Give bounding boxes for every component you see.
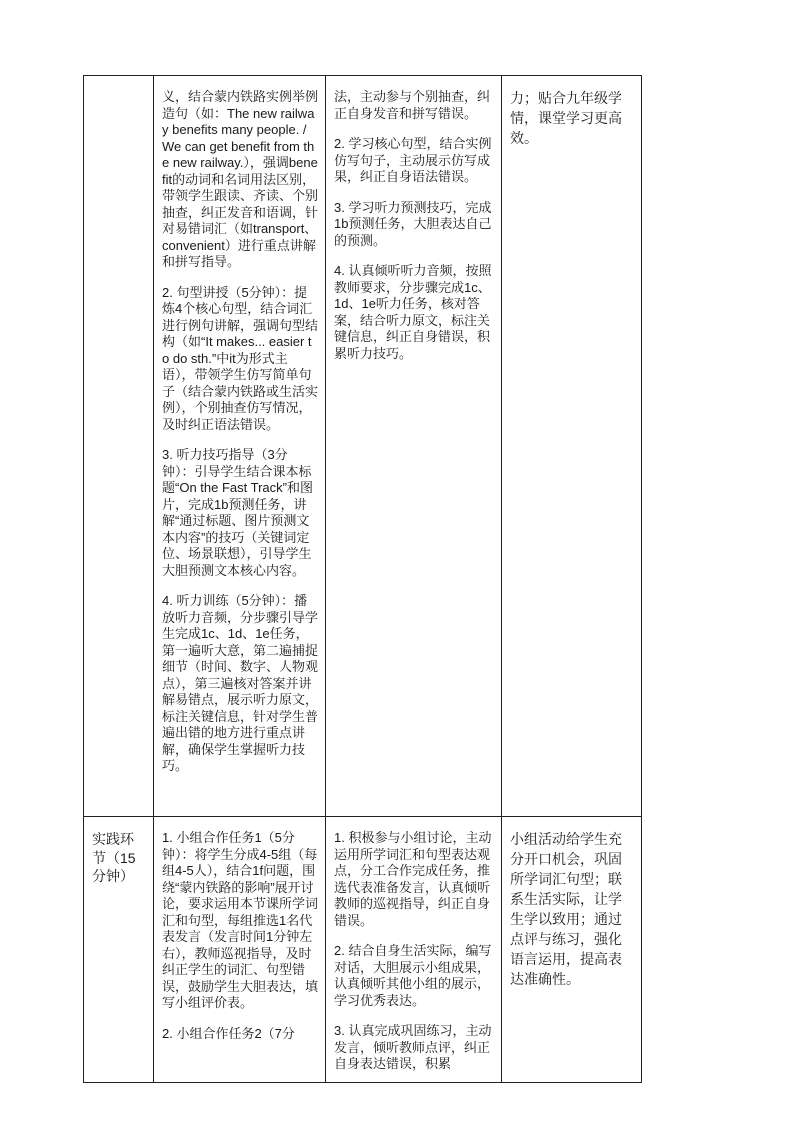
student-step: 法，主动参与个别抽查，纠正自身发音和拼写错误。 xyxy=(334,89,491,121)
teacher-activity-cell xyxy=(154,76,326,817)
teacher-step: 2. 句型讲授（5分钟）：提炼4个核心句型，结合词汇进行例句讲解，强调句型结构（如“It makes... easier to do sth.”中it为形式主语），带领学生仿写简单句子（结合蒙内铁路或生活实例），个别抽查仿写情况，及时纠正语法错误。 xyxy=(162,284,319,432)
teacher-step: 义，结合蒙内铁路实例举例造句（如：The new railway benefits many people. / We can get benefit from the new railway.），强调benefit的动词和名词用法区别，带领学生跟读、齐读、个别抽查，纠正发音和语调，针对易错词汇（如transport、convenient）进行重点讲解和拼写指导。 xyxy=(162,89,319,269)
teacher-step: 2. 小组合作任务2（7分 xyxy=(162,1025,295,1041)
student-step: 3. 认真完成巩固练习，主动发言，倾听教师点评，纠正自身表达错误，积累 xyxy=(334,1023,492,1071)
teacher-step: 1. 小组合作任务1（5分钟）：将学生分成4-5组（每组4-5人），结合1f问题，围绕“蒙内铁路的影响”展开讨论，要求运用本节课所学词汇和句型，每组推选1名代表发言（发言时间1分钟左右），教师巡视指导，及时纠正学生的词汇、句型错误，鼓励学生大胆表达，填写小组评价表。 xyxy=(162,830,319,1010)
table-row xyxy=(84,76,642,817)
stage-cell xyxy=(84,76,154,817)
student-activity-cell xyxy=(326,76,502,817)
lesson-plan-table xyxy=(83,75,642,1083)
teacher-activity-cell xyxy=(154,817,326,1083)
design-intent-cell: 力；贴合九年级学情，课堂学习更高效。 xyxy=(502,76,642,817)
student-step: 1. 积极参与小组讨论，主动运用所学词汇和句型表达观点，分工合作完成任务，推选代表准备发言，认真倾听教师的巡视指导，纠正自身错误。 xyxy=(334,830,492,928)
teacher-step: 3. 听力技巧指导（3分钟）：引导学生结合课本标题“On the Fast Track”和图片，完成1b预测任务，讲解“通过标题、图片预测文本内容”的技巧（关键词定位、场景联想），引导学生大胆预测文本核心内容。 xyxy=(162,447,313,578)
stage-cell: 实践环节（15分钟） xyxy=(84,817,154,1083)
student-step: 3. 学习听力预测技巧，完成1b预测任务，大胆表达自己的预测。 xyxy=(334,199,492,248)
student-step: 2. 结合自身生活实际，编写对话，大胆展示小组成果，认真倾听其他小组的展示，学习优秀表达。 xyxy=(334,943,492,1008)
student-step: 4. 认真倾听听力音频，按照教师要求，分步骤完成1c、1d、1e听力任务，核对答案，结合听力原文，标注关键信息，纠正自身错误，积累听力技巧。 xyxy=(334,263,492,361)
design-intent-cell: 小组活动给学生充分开口机会，巩固所学词汇句型；联系生活实际，让学生学以致用；通过点评与练习，强化语言运用，提高表达准确性。 xyxy=(502,817,642,1083)
student-step: 2. 学习核心句型，结合实例仿写句子，主动展示仿写成果，纠正自身语法错误。 xyxy=(334,136,492,184)
student-activity-cell xyxy=(326,817,502,1083)
table-row xyxy=(84,817,642,1083)
teacher-step: 4. 听力训练（5分钟）：播放听力音频，分步骤引导学生完成1c、1d、1e任务，第一遍听大意，第二遍捕捉细节（时间、数字、人物观点），第三遍核对答案并讲解易错点，展示听力原文，标注关键信息，针对学生普遍出错的地方进行重点讲解，确保学生掌握听力技巧。 xyxy=(162,593,319,773)
